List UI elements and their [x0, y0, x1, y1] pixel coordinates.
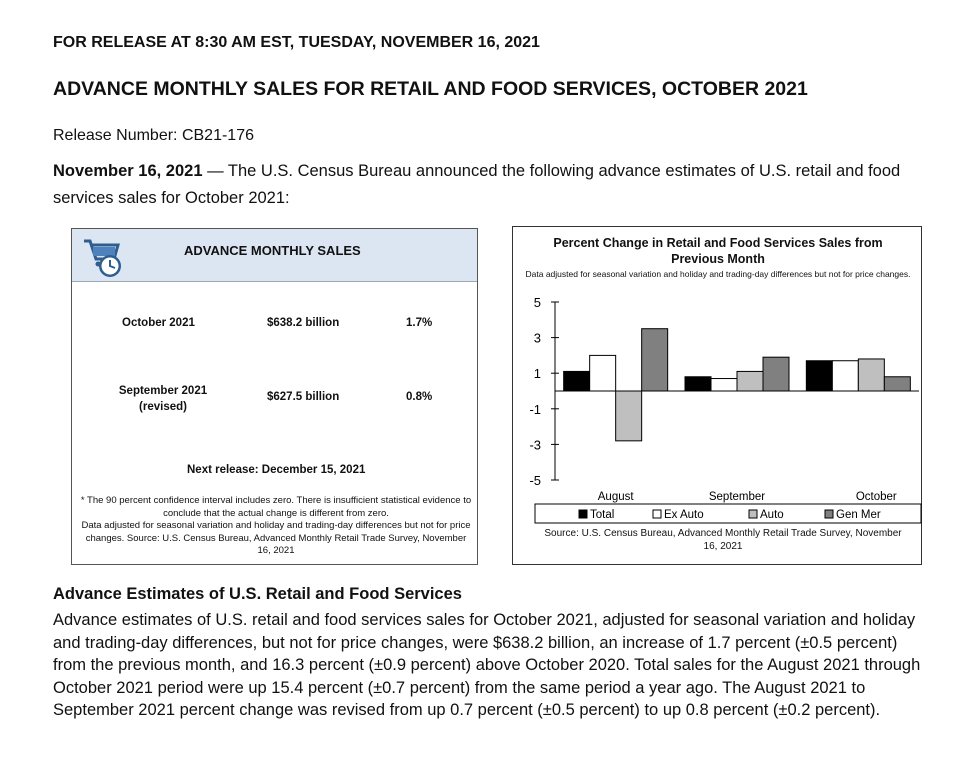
legend-label: Total	[590, 509, 615, 521]
legend-label: Gen Mer	[836, 509, 881, 521]
chart-svg	[513, 227, 923, 527]
row-sep-period-name: September 2021	[118, 385, 208, 397]
bar-gen-mer	[884, 377, 910, 391]
y-tick-label: -5	[529, 473, 541, 488]
sales-box-header	[72, 229, 477, 282]
legend-swatch-auto	[749, 510, 757, 518]
legend-swatch-gen-mer	[825, 510, 833, 518]
footnote-source: Data adjusted for seasonal variation and holiday and trading-day differences but not for price changes. Source: U.S. Census Bureau, Advanced Monthly Retail Trade Survey, November 16, 2021	[81, 520, 471, 556]
row-oct-value: $638.2 billion	[267, 317, 340, 329]
bar-total	[564, 371, 590, 391]
advance-sales-box	[71, 228, 478, 565]
release-line: FOR RELEASE AT 8:30 AM EST, TUESDAY, NOVEMBER 16, 2021	[53, 34, 540, 51]
y-tick-label: -3	[529, 437, 541, 453]
shopping-cart-clock-icon	[82, 235, 128, 279]
legend-swatch-ex-auto	[653, 510, 661, 518]
row-sep-period-note: (revised)	[139, 401, 187, 413]
sales-footnote	[80, 495, 472, 558]
intro-text: — The U.S. Census Bureau announced the following advance estimates of U.S. retail and food services sales for October 2021:	[53, 162, 901, 207]
row-sep-period	[108, 383, 218, 415]
page-title: ADVANCE MONTHLY SALES FOR RETAIL AND FOOD SERVICES, OCTOBER 2021	[53, 78, 808, 100]
bar-ex-auto	[832, 361, 858, 391]
y-tick-label: 1	[533, 366, 541, 382]
release-number: Release Number: CB21-176	[53, 127, 254, 144]
bar-auto	[616, 391, 642, 441]
bar-auto	[858, 359, 884, 391]
legend-swatch-total	[579, 510, 587, 518]
y-tick-label: 5	[533, 295, 541, 310]
chart-source: Source: U.S. Census Bureau, Advanced Monthly Retail Trade Survey, November 16, 2021	[544, 528, 902, 552]
y-tick-label: 3	[533, 330, 541, 346]
row-sep-change: 0.8%	[406, 391, 433, 403]
chart-box	[512, 226, 922, 565]
bar-gen-mer	[642, 329, 668, 391]
intro-date: November 16, 2021	[53, 162, 203, 180]
x-category-label: August	[597, 491, 634, 503]
section-heading: Advance Estimates of U.S. Retail and Food Services	[53, 585, 462, 603]
section-body: Advance estimates of U.S. retail and food services sales for October 2021, adjusted for seasonal variation and holiday and trading-day differences, but not for price changes, were $638.2 billion, an increase of 1.7 percent (±0.5 percent) from the previous month, and 16.3 percent (±0.9 percent) above October 2020. Total sales for the August 2021 through October 2021 period were up 15.4 percent (±0.7 percent) from the same period a year ago. The August 2021 to September 2021 percent change was revised from up 0.7 percent (±0.5 percent) to up 0.8 percent (±0.2 percent).	[53, 611, 921, 719]
next-release: Next release: December 15, 2021	[187, 464, 366, 476]
sales-box-title: ADVANCE MONTHLY SALES	[184, 243, 361, 258]
intro-paragraph	[53, 158, 923, 212]
bar-ex-auto	[711, 379, 737, 391]
row-oct-change: 1.7%	[406, 317, 433, 329]
y-tick-label: -1	[529, 401, 541, 417]
bar-ex-auto	[590, 355, 616, 391]
bar-gen-mer	[763, 357, 789, 391]
chart-subtitle: Data adjusted for seasonal variation and holiday and trading-day differences but not for price changes.	[525, 269, 911, 279]
bar-auto	[737, 371, 763, 391]
row-oct-period: October 2021	[122, 317, 195, 329]
footnote-confidence: * The 90 percent confidence interval includes zero. There is insufficient statistical evidence to conclude that the actual change is different from zero.	[80, 495, 472, 519]
bar-total	[685, 377, 711, 391]
x-category-label: September	[708, 491, 766, 503]
row-sep-value: $627.5 billion	[267, 391, 340, 403]
x-category-label: October	[855, 491, 897, 503]
bar-total	[806, 361, 832, 391]
chart-title: Percent Change in Retail and Food Services Sales from Previous Month	[553, 236, 883, 266]
legend-label: Ex Auto	[664, 509, 704, 521]
legend-label: Auto	[760, 509, 784, 521]
